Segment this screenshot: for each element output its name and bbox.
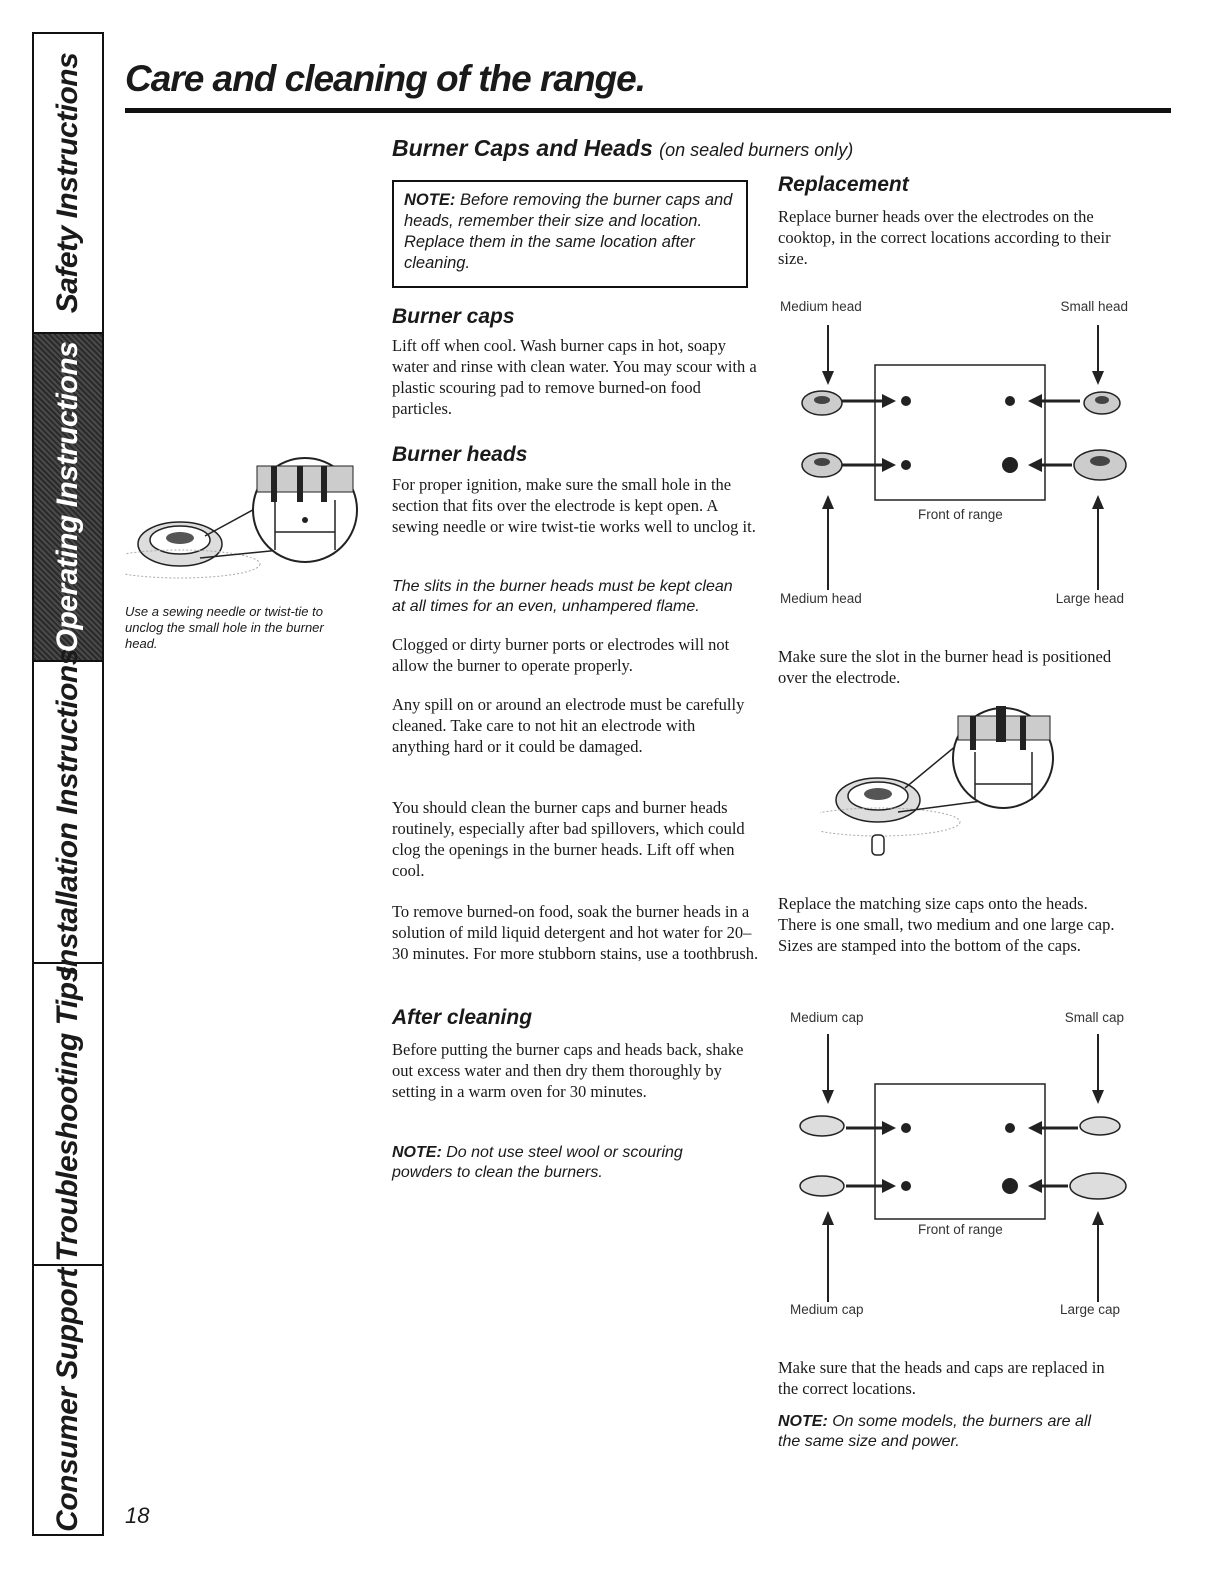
heads-label-top-left: Medium head xyxy=(780,299,862,314)
replacement-text: Replace burner heads over the electrodes on the cooktop, in the correct locations according to their size. xyxy=(778,207,1111,268)
caps-label-top-right: Small cap xyxy=(1064,1010,1124,1025)
heads-label-front-of-range: Front of range xyxy=(918,507,1003,522)
heads-label-bottom-left: Medium head xyxy=(780,591,862,606)
burner-head-needle-illustration xyxy=(125,440,370,600)
sidebar-tabs xyxy=(32,32,104,1536)
note-text xyxy=(404,190,736,274)
burner-heads-layout-diagram xyxy=(780,295,1140,615)
burner-heads-p5: To remove burned-on food, soak the burner heads in a solution of mild liquid detergent and hot water for 20–30 minutes. For more stubborn stains, use a toothbrush. xyxy=(392,902,759,963)
section-heading-qualifier: (on sealed burners only) xyxy=(659,140,854,160)
caps-label-top-left: Medium cap xyxy=(790,1010,864,1025)
section-heading xyxy=(392,135,853,162)
burner-caps-layout-diagram xyxy=(780,1006,1140,1326)
slot-text: Make sure the slot in the burner head is positioned over the electrode. xyxy=(778,647,1112,687)
note-label: NOTE: xyxy=(404,191,456,209)
tab-troubleshooting-tips[interactable] xyxy=(34,964,102,1266)
burner-heads-heading: Burner heads xyxy=(392,443,528,466)
tab-installation-instructions[interactable] xyxy=(34,649,102,975)
final-note-label: NOTE: xyxy=(778,1413,828,1430)
tab-operating-instructions[interactable] xyxy=(34,334,102,662)
tab-safety-instructions[interactable] xyxy=(34,34,102,334)
final-text: Make sure that the heads and caps are replaced in the correct locations. xyxy=(778,1358,1105,1398)
tab-label: Installation Instructions xyxy=(51,649,84,975)
page-number: 18 xyxy=(125,1503,150,1528)
left-figure-caption: Use a sewing needle or twist-tie to unclog the small hole in the burner head. xyxy=(125,604,324,651)
burner-heads-p2: Clogged or dirty burner ports or electrodes will not allow the burner to operate properly. xyxy=(392,635,730,675)
burner-caps-text: Lift off when cool. Wash burner caps in hot, soapy water and rinse with clean water. You may scour with a plastic scouring pad to remove burned-on food particles. xyxy=(392,336,757,418)
tab-label: Operating Instructions xyxy=(51,341,84,653)
caps-label-bottom-left: Medium cap xyxy=(790,1302,864,1317)
caps-label-front-of-range: Front of range xyxy=(918,1222,1003,1237)
final-note-text: On some models, the burners are all the same size and power. xyxy=(778,1413,1092,1450)
tab-label: Safety Instructions xyxy=(51,52,84,314)
tab-label: Consumer Support xyxy=(51,1268,84,1532)
tab-label: Troubleshooting Tips xyxy=(51,966,84,1262)
note-body: Before removing the burner caps and heads, remember their size and location. Replace them in the same location after cleaning. xyxy=(404,191,733,272)
burner-slot-electrode-illustration xyxy=(820,700,1075,865)
burner-heads-p3: Any spill on or around an electrode must be carefully cleaned. Take care to not hit an electrode with anything hard or it could be damaged. xyxy=(392,695,745,756)
caps-diagram-graphic xyxy=(780,1006,1140,1326)
after-cleaning-heading: After cleaning xyxy=(392,1006,533,1029)
burner-heads-p4: You should clean the burner caps and burner heads routinely, especially after bad spillovers, which could clog the openings in the burner heads. Lift off when cool. xyxy=(392,798,745,880)
replacement-heading: Replacement xyxy=(778,173,909,196)
page-title: Care and cleaning of the range. xyxy=(125,58,646,99)
after-cleaning-text: Before putting the burner caps and heads back, shake out excess water and then dry them thoroughly by setting in a warm oven for 30 minutes. xyxy=(392,1040,744,1101)
burner-heads-text: For proper ignition, make sure the small hole in the section that fits over the electrode is kept open. A sewing needle or wire twist-tie works well to unclog it. xyxy=(392,475,756,536)
title-rule xyxy=(125,108,1171,113)
burner-heads-italic-note: The slits in the burner heads must be kept clean at all times for an even, unhampered flame. xyxy=(392,578,733,615)
caps-label-bottom-right: Large cap xyxy=(1059,1302,1120,1317)
after-cleaning-note-label: NOTE: xyxy=(392,1144,442,1161)
heads-diagram-graphic xyxy=(780,295,1140,615)
after-cleaning-note xyxy=(392,1143,747,1183)
burner-caps-heading: Burner caps xyxy=(392,305,515,328)
caps-text: Replace the matching size caps onto the heads. There is one small, two medium and one large cap. Sizes are stamped into the bottom of the caps. xyxy=(778,894,1115,955)
note-box xyxy=(392,180,748,288)
after-cleaning-note-text: Do not use steel wool or scouring powders to clean the burners. xyxy=(392,1144,683,1181)
tab-consumer-support[interactable] xyxy=(34,1266,102,1534)
section-heading-text: Burner Caps and Heads xyxy=(392,135,653,161)
final-note xyxy=(778,1412,1113,1452)
heads-label-top-right: Small head xyxy=(1060,299,1128,314)
heads-label-bottom-right: Large head xyxy=(1055,591,1124,606)
